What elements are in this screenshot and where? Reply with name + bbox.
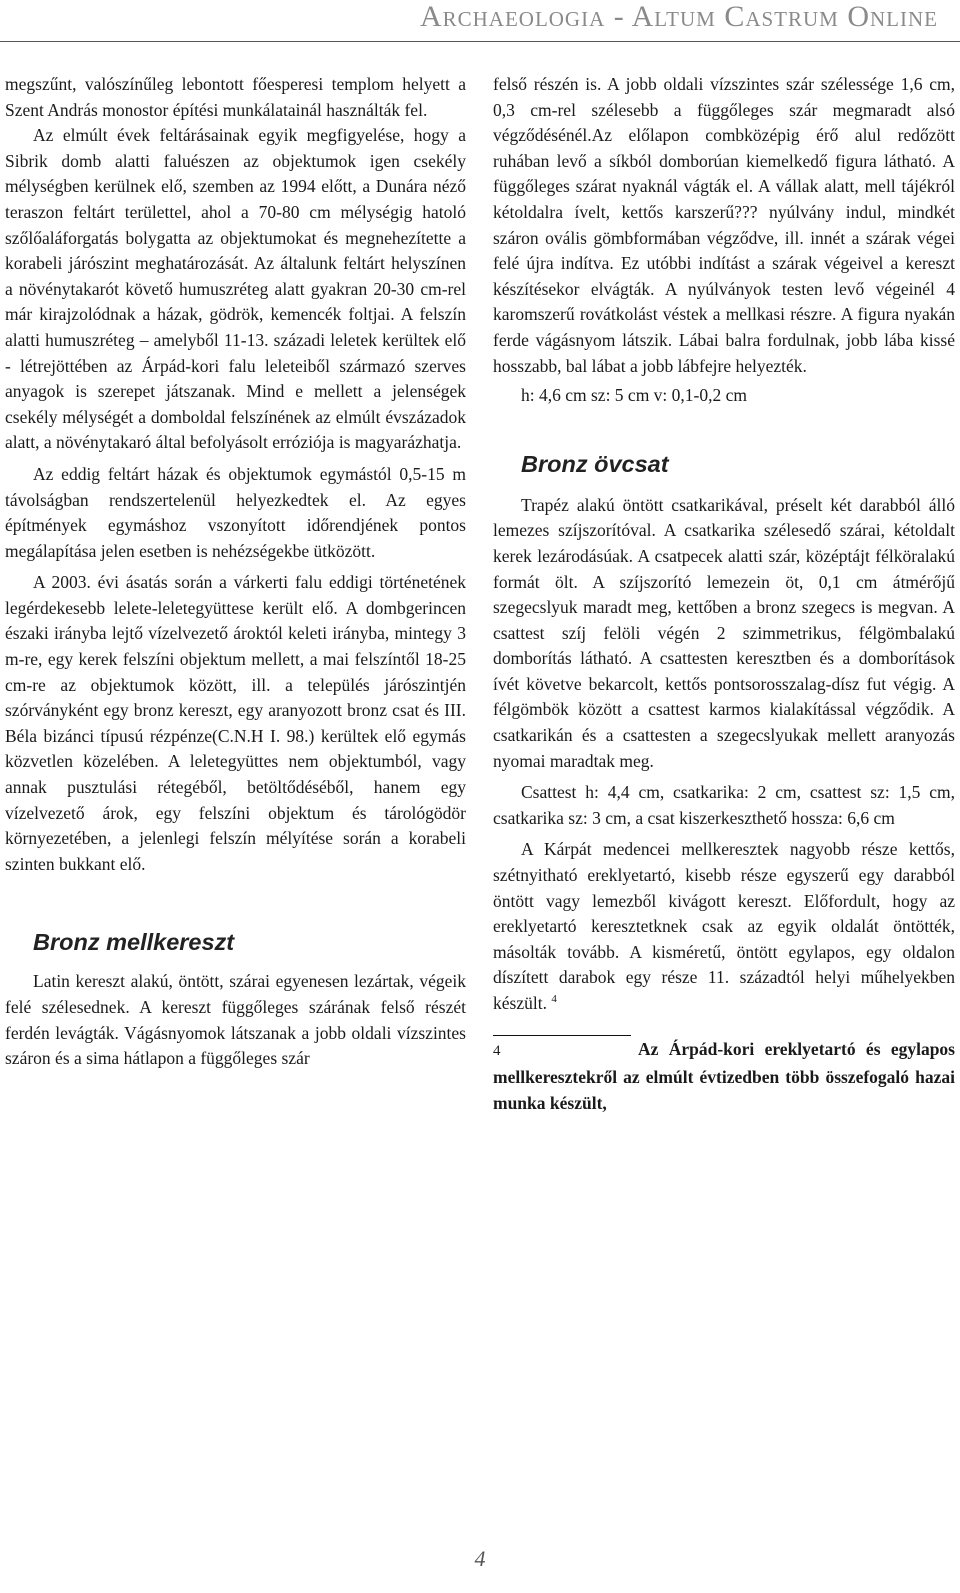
paragraph: Latin kereszt alakú, öntött, szárai egyenesen lezártak, végeik felé szélesednek. A kereszt függőleges szárának felső részét ferdén levágták. Vágásnyomok látszanak a jobb oldali vízszintes száron és a sima hátlapon a függőleges szár xyxy=(5,971,466,1069)
section-heading-bronz-mellkereszt: Bronz mellkereszt xyxy=(33,929,235,956)
footnote-text: Az Árpád-kori ereklyetartó és egylapos mellkeresztekről az elmúlt évtizedben több összefogaló hazai munka készült, xyxy=(493,1039,955,1114)
paragraph: Az elmúlt évek feltárásainak egyik megfigyelése, hogy a Sibrik domb alatti faluészen az objektumok igen csekély mélységben kerülnek elő, szemben az 1994 előtt, a Dunára néző teraszon feltárt területtel, ahol a 70-80 cm mélységig hatoló szőlőaláforgatás bolygatta az objektumokat és megnehezítette a korabeli járószint meghatározását. Az általunk feltárt helyszínen a növénytakarót követő humuszréteg alatt gyakran 20-30 cm-rel már kirajzolódnak a házak, gödrök, kemencék foltjai. A felszín alatti humuszréteg – amelyből 11-13. századi leletek kerültek elő - létrejöttében az Árpád-kori falu leleteiből származó szerves anyagok is szerepet játszanak. Mind e mellett a jelenségek csekély mélységét a domboldal felszínének az elmúlt évszázadok alatt, a növénytakaró által befolyásolt erróziója is magyarázhatja. xyxy=(5,125,466,453)
right-column xyxy=(493,72,955,1116)
measurements: h: 4,6 cm sz: 5 cm v: 0,1-0,2 cm xyxy=(521,385,748,406)
paragraph: Csattest h: 4,4 cm, csatkarika: 2 cm, csattest sz: 1,5 cm, csatkarika sz: 3 cm, a csat kiszerkeszthető hossza: 6,6 cm xyxy=(493,782,955,828)
paragraph: Az eddig feltárt házak és objektumok egymástól 0,5-15 m távolságban rendszertelenül helyezkedtek el. Az egyes építmények egymáshoz vszonyított időrendjének pontos megálapítása jelen esetben is nehézségekbe ütközött. xyxy=(5,463,466,561)
footnote-number: 4 xyxy=(493,1043,501,1060)
footnote-reference: 4 xyxy=(551,993,557,1006)
footnote xyxy=(493,1036,955,1116)
page-header xyxy=(0,0,960,44)
header-divider xyxy=(0,41,960,42)
left-column xyxy=(5,72,466,1072)
page-number: 4 xyxy=(474,1546,486,1571)
paragraph xyxy=(493,837,955,1016)
paragraph-text: A Kárpát medencei mellkeresztek nagyobb része kettős, szétnyitható ereklyetartó, kisebb része egyszerű egy darabból öntött vagy lemezből kivágott kereszt. Előfordult, hogy az ereklyetartó keresztetknek csak az egyik oldalát öntötték, másolták tovább. A kisméretű, öntött egylapos, egy oldalon díszített darabok egy része 11. századtól helyi műhelyekben készült. xyxy=(493,839,955,1013)
paragraph: Trapéz alakú öntött csatkarikával, préselt két darabból álló lemezes szíjszorítóval. A csatkarika szélesedő szárai, kétoldalt kerek lezárodásúak. A csatpecek alatti szár, középtájt félköralakú formát ölt. A szíjszorító lemezein öt, 0,1 cm átmérőjű szegecslyuk maradt meg, kettőben a bronz szegecs is megvan. A csattest szíj felöli végén 2 szimmetrikus, félgömbalakú domborítás látható. A csattesten keresztben és a domborítások ívét követve bekarcolt, kettős pontsorosszalag-dísz fut végig. A félgömbök között a csattest karmos kialakítással végződik. A csatkarikán és a csattesten a szegecslyukak mellett aranyozás nyomai maradtak meg. xyxy=(493,494,955,771)
paragraph: A 2003. évi ásatás során a várkerti falu eddigi történetének legérdekesebb lelete-leletegyüttese került elő. A dombgerincen északi irányba lejtő vízelvezető ároktól keleti irányba, mintegy 3 m-re, egy kerek felszíni objektum mellett, a mai felszíntől 18-25 cm-re az objektumok között, ill. a település járószintjén szórványként egy bronz kereszt, egy aranyozott bronz csat és III. Béla bizánci típusú rézpénze(C.N.H I. 98.) kerültek elő egymás közvetlen közelében. A leletegyüttes nem objektumból, vagy annak pusztulási rétegéből, betöltődéséből, hanem egy vízelvezető árok, egy felszíni objektum és tárológödör környezetében, a jelenlegi felszín mélyítése során a korabeli szinten bukkant elő. xyxy=(5,572,466,874)
paragraph: felső részén is. A jobb oldali vízszintes szár szélessége 1,6 cm, 0,3 cm-rel szélesebb a függőleges szár megmaradt alsó végződésénél.Az előlapon combközépig érő alul redőzött ruhában levő a síkból domborúan kiemelkedő figura látható. A függőleges szárat nyaknál vágták el. A vállak alatt, mell tájékról kétoldalra ívelt, kettős karszerű??? nyúlvány indul, mindkét száron ovális gömbformában végződve, ill. innét a szárak végei felé újra indítva. Ez utóbbi indítást a szárak végeivel a kereszt készítésekor elvágták. A nyúlványok testen levő végeinél 4 karomszerű rovátkolást véstek a mellkasi részre. A figura nyakán ferde vágásnyom látszik. Lábai balra fordulnak, jobb lába kissé hosszabb, bal lábat a jobb lábfejre helyezték. xyxy=(493,74,955,376)
paragraph: megszűnt, valószínűleg lebontott főesperesi templom helyett a Szent András monostor építési munkálatainál használták fel. xyxy=(5,74,466,120)
journal-title: Archaeologia - Altum Castrum Online xyxy=(419,0,938,33)
section-heading-bronz-ovcsat: Bronz övcsat xyxy=(521,450,669,477)
